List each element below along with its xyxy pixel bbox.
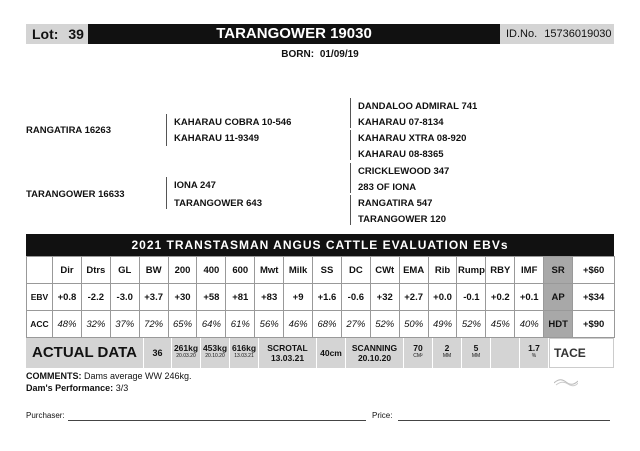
dam-performance-value: 3/3 — [115, 383, 129, 393]
acc-value: 65% — [168, 311, 197, 338]
acc-value: 46% — [284, 311, 313, 338]
lot-value: 39 — [68, 26, 84, 42]
actual-600-date: 13.03.21 — [234, 353, 254, 359]
comments-text: Dams average WW 246kg. — [84, 371, 192, 381]
born-date — [0, 49, 640, 60]
pedigree-sire: RANGATIRA 16263 — [26, 125, 111, 136]
trait-header: BW — [139, 257, 168, 284]
actual-rib-value: 2 — [444, 343, 450, 353]
actual-ema-unit: CM² — [413, 353, 423, 359]
trait-header: RBY — [486, 257, 515, 284]
ebv-value: +83 — [255, 284, 284, 311]
ebv-value: +30 — [168, 284, 197, 311]
id-label: ID.No. — [506, 28, 538, 40]
index-price: +$60 — [573, 257, 615, 284]
ebv-value: +81 — [226, 284, 255, 311]
trait-header: Mwt — [255, 257, 284, 284]
pedigree-ds-sire: CRICKLEWOOD 347 — [358, 166, 450, 177]
acc-row-label: ACC — [27, 311, 53, 338]
actual-imf-value: 1.7 — [528, 343, 540, 353]
ebv-header-row — [27, 257, 615, 284]
pedigree-sd-sire: KAHARAU XTRA 08-920 — [358, 133, 467, 144]
trait-header: Dir — [53, 257, 82, 284]
pedigree-bracket — [166, 114, 167, 146]
trait-header: Dtrs — [81, 257, 110, 284]
pedigree-dam-dam: TARANGOWER 643 — [174, 198, 262, 209]
trait-header: IMF — [515, 257, 544, 284]
actual-bw: 36 — [144, 338, 172, 368]
pedigree-ds-dam: 283 OF IONA — [358, 182, 417, 193]
ebv-table-title: 2021 TRANSTASMAN ANGUS CATTLE EVALUATION EBVs — [26, 234, 614, 256]
trait-header: 400 — [197, 257, 226, 284]
born-value: 01/09/19 — [319, 49, 359, 60]
actual-scrotal-label: SCROTAL — [267, 343, 308, 353]
actual-scan-label: SCANNING — [351, 343, 398, 353]
acc-value: 72% — [139, 311, 168, 338]
dam-performance — [26, 383, 128, 393]
ebv-value: +1.6 — [313, 284, 342, 311]
acc-value: 37% — [110, 311, 139, 338]
pedigree-ss-sire: DANDALOO ADMIRAL 741 — [358, 101, 478, 112]
ebv-value: +32 — [370, 284, 399, 311]
actual-ema — [404, 338, 433, 368]
pedigree-bracket — [166, 177, 167, 209]
tace-logo — [549, 338, 614, 368]
trait-header: Rump — [457, 257, 486, 284]
acc-value: 52% — [370, 311, 399, 338]
ebv-value: +0.0 — [428, 284, 457, 311]
acc-value: 27% — [341, 311, 370, 338]
acc-value: 49% — [428, 311, 457, 338]
comments — [26, 371, 192, 381]
actual-400 — [201, 338, 230, 368]
actual-rby-empty — [491, 338, 520, 368]
pedigree-bracket — [350, 163, 351, 193]
actual-400-date: 20.10.20 — [205, 353, 225, 359]
ebv-value: +3.7 — [139, 284, 168, 311]
pedigree-bracket — [350, 98, 351, 128]
actual-600-value: 616kg — [231, 343, 257, 353]
ebv-row — [27, 284, 615, 311]
pedigree-dam-sire: IONA 247 — [174, 180, 216, 191]
actual-data-title: ACTUAL DATA — [26, 338, 144, 368]
actual-scrotal — [259, 338, 317, 368]
id-number — [500, 24, 614, 44]
acc-value: 48% — [53, 311, 82, 338]
purchaser-label: Purchaser: — [26, 411, 65, 420]
ebv-value: +0.8 — [53, 284, 82, 311]
pedigree-sire-sire: KAHARAU COBRA 10-546 — [174, 117, 292, 128]
lot-number — [26, 24, 88, 44]
lot-label: Lot: — [32, 26, 59, 42]
tace-logo-mark — [554, 377, 578, 387]
pedigree-dd-dam: TARANGOWER 120 — [358, 214, 446, 225]
acc-value: 50% — [399, 311, 428, 338]
actual-200 — [172, 338, 201, 368]
ebv-value: +58 — [197, 284, 226, 311]
pedigree-dam: TARANGOWER 16633 — [26, 189, 125, 200]
index-price: +$34 — [573, 284, 615, 311]
ebv-value: -2.2 — [81, 284, 110, 311]
tace-logo-text: TACE — [554, 346, 586, 360]
acc-value: 32% — [81, 311, 110, 338]
pedigree-bracket — [350, 195, 351, 225]
actual-rib — [433, 338, 462, 368]
trait-header: CWt — [370, 257, 399, 284]
acc-value: 68% — [313, 311, 342, 338]
actual-600 — [230, 338, 259, 368]
pedigree-ss-dam: KAHARAU 07-8134 — [358, 117, 444, 128]
acc-value: 64% — [197, 311, 226, 338]
actual-imf — [520, 338, 549, 368]
actual-200-date: 20.03.20 — [176, 353, 196, 359]
acc-value: 52% — [457, 311, 486, 338]
acc-row — [27, 311, 615, 338]
pedigree-sire-dam: KAHARAU 11-9349 — [174, 133, 260, 144]
ebv-value: -0.6 — [341, 284, 370, 311]
ebv-value: +9 — [284, 284, 313, 311]
ebv-corner-cell — [27, 257, 53, 284]
actual-400-value: 453kg — [202, 343, 228, 353]
acc-value: 61% — [226, 311, 255, 338]
actual-scrotal-value: 40cm — [317, 338, 346, 368]
index-name: SR — [544, 257, 573, 284]
actual-scanning — [346, 338, 404, 368]
trait-header: SS — [313, 257, 342, 284]
price-label: Price: — [372, 411, 393, 420]
actual-rump — [462, 338, 491, 368]
index-price: +$90 — [573, 311, 615, 338]
pedigree-sd-dam: KAHARAU 08-8365 — [358, 149, 444, 160]
pedigree-bracket — [350, 130, 351, 160]
animal-name: TARANGOWER 19030 — [88, 24, 500, 44]
trait-header: Milk — [284, 257, 313, 284]
actual-ema-value: 70 — [413, 343, 423, 353]
trait-header: DC — [341, 257, 370, 284]
acc-value: 56% — [255, 311, 284, 338]
actual-200-value: 261kg — [173, 343, 199, 353]
ebv-table — [26, 256, 615, 338]
index-name: AP — [544, 284, 573, 311]
acc-value: 45% — [486, 311, 515, 338]
actual-rump-value: 5 — [473, 343, 479, 353]
id-value: 15736019030 — [544, 28, 612, 40]
actual-rump-unit: MM — [471, 353, 481, 359]
ebv-value: +0.1 — [515, 284, 544, 311]
ebv-value: +0.2 — [486, 284, 515, 311]
trait-header: GL — [110, 257, 139, 284]
trait-header: 600 — [226, 257, 255, 284]
actual-data-row — [26, 338, 614, 368]
actual-imf-unit: % — [531, 353, 537, 359]
trait-header: 200 — [168, 257, 197, 284]
actual-scrotal-date: 13.03.21 — [270, 353, 305, 363]
ebv-value: -0.1 — [457, 284, 486, 311]
actual-rib-unit: MM — [442, 353, 452, 359]
trait-header: Rib — [428, 257, 457, 284]
ebv-value: +2.7 — [399, 284, 428, 311]
index-name: HDT — [544, 311, 573, 338]
dam-performance-label: Dam's Performance: — [26, 383, 114, 393]
price-field[interactable] — [398, 420, 610, 421]
ebv-value: -3.0 — [110, 284, 139, 311]
pedigree-dd-sire: RANGATIRA 547 — [358, 198, 433, 209]
purchaser-field[interactable] — [68, 420, 366, 421]
actual-scan-date: 20.10.20 — [357, 353, 392, 363]
ebv-row-label: EBV — [27, 284, 53, 311]
acc-value: 40% — [515, 311, 544, 338]
trait-header: EMA — [399, 257, 428, 284]
comments-label: COMMENTS: — [26, 371, 82, 381]
born-label: BORN: — [281, 49, 315, 60]
